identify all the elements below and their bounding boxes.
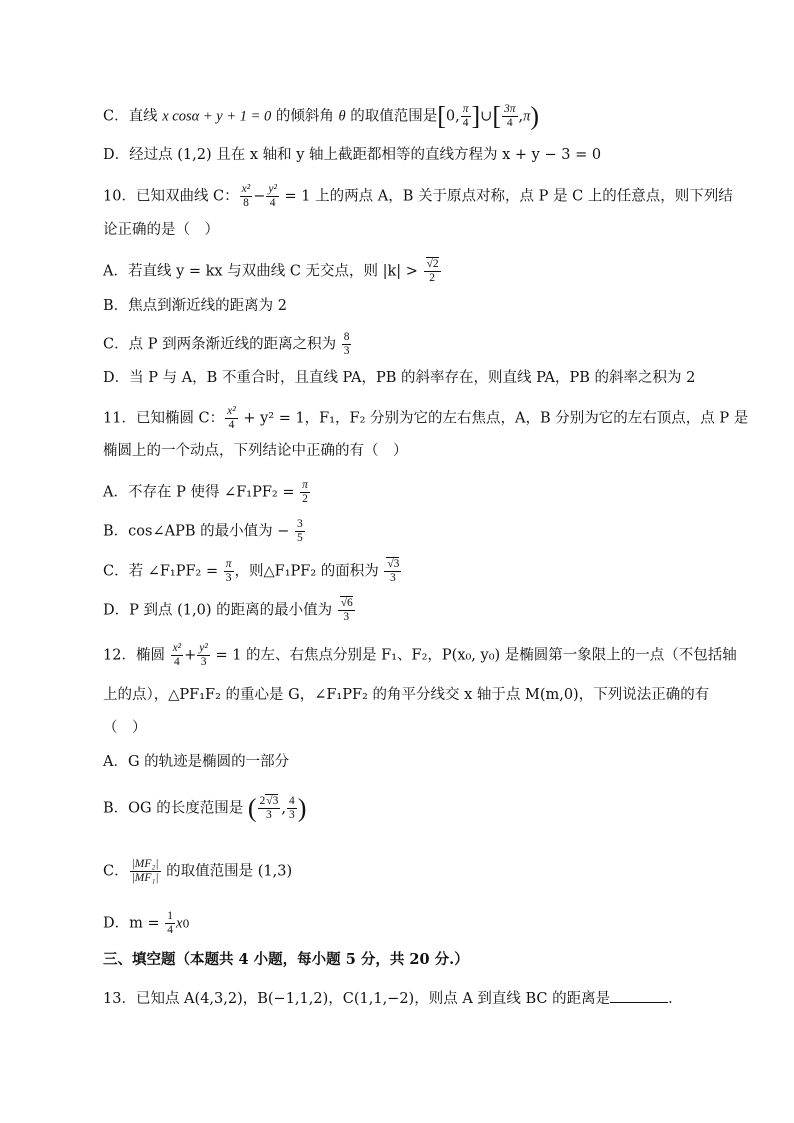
math-expr: x cosα + y + 1 = 0 (162, 108, 272, 125)
q12-option-a: A．G 的轨迹是椭圆的一部分 (103, 754, 290, 770)
fraction: $\frac{\text{y²}}{4}$ (268, 183, 277, 209)
option-text: C．直线 (103, 108, 163, 125)
fraction: $\frac{3\pi}{4}$ (504, 103, 516, 129)
option-text: 的倾斜角 (271, 108, 339, 125)
q10-option-a: A．若直线 y = kx 与双曲线 C 无交点，则 |k| > $\frac{√2}{2}$ (103, 258, 439, 284)
fraction: $\frac{\text{x²}}{8}$ (241, 183, 251, 209)
q10-stem-line2: 论正确的是（ ） (103, 222, 219, 238)
q12-option-b: B．OG 的长度范围是 ( $\frac{2√3}{3}$ , $\frac{4}{3}$ ) (103, 793, 307, 823)
q10-option-c: C．点 P 到两条渐近线的距离之积为 $\frac{8}{3}$ (103, 331, 350, 357)
fraction: $\frac{\text{|MF₂|}}{\text{|MF₁|}}$ (131, 858, 159, 884)
q11-option-b: B．cos∠APB 的最小值为 − $\frac{3}{5}$ (103, 518, 303, 544)
q12-stem-line1: 12．椭圆 $\frac{\text{x²}}{4}$ + $\frac{\text{y²}}{3}$ = 1 的左、右焦点分别是 F₁、F₂，P(x₀, y₀) 是椭圆第一象限上的一点（不包括轴 (103, 642, 737, 668)
fraction: $\frac{\text{x²}}{4}$ (227, 405, 236, 431)
q12-stem-line3: （ ） (103, 720, 147, 736)
q12-option-d: D．m = $\frac{1}{4}$ x0 (103, 910, 190, 936)
q11-option-d: D．P 到点 (1,0) 的距离的最小值为 $\frac{√6}{3}$ (103, 597, 353, 623)
fraction: $\frac{√2}{2}$ (424, 258, 441, 285)
q11-stem-line2: 椭圆上的一个动点，下列结论中正确的有（ ） (103, 443, 408, 459)
q9-option-c: C．直线 x cosα + y + 1 = 0 的倾斜角 θ 的取值范围是[0, $\frac{\pi}{4}$ ]∪[ $\frac{3\pi}{4}$ ,π) (103, 101, 540, 131)
left-bracket: [ (492, 101, 501, 131)
fraction: $\frac{3}{5}$ (296, 518, 303, 544)
option-text: 的取值范围是 (345, 108, 438, 125)
right-bracket: ] (471, 101, 481, 131)
fraction: $\frac{\text{y²}}{3}$ (199, 642, 208, 668)
left-bracket: [ (437, 101, 446, 131)
fraction: $\frac{√6}{3}$ (338, 597, 355, 624)
q10-option-b: B．焦点到渐近线的距离为 2 (103, 298, 287, 314)
section-3-heading: 三、填空题（本题共 4 小题，每小题 5 分，共 20 分.） (103, 951, 469, 968)
q12-option-c: C． $\frac{\text{|MF₂|}}{\text{|MF₁|}}$ 的取值范围是 (1,3) (103, 858, 293, 884)
fraction: $\frac{\pi}{2}$ (302, 479, 308, 505)
q10-option-d: D．当 P 与 A，B 不重合时，且直线 PA，PB 的斜率存在，则直线 PA，PB 的斜率之积为 2 (103, 370, 696, 386)
q9-option-d: D．经过点 (1,2) 且在 x 轴和 y 轴上截距都相等的直线方程为 x + y − 3 = 0 (103, 147, 602, 163)
fraction: $\frac{\pi}{3}$ (225, 558, 232, 584)
q11-option-c: C．若 ∠F₁PF₂ = $\frac{\pi}{3}$ ，则△F₁PF₂ 的面积为 $\frac{√3}{3}$ (103, 558, 400, 584)
q11-stem-line1: 11．已知椭圆 C： $\frac{\text{x²}}{4}$ + y² = 1，F₁，F₂ 分别为它的左右焦点，A，B 分别为它的左右顶点，点 P 是 (103, 405, 749, 431)
fraction: $\frac{4}{3}$ (288, 795, 295, 821)
q11-option-a: A．不存在 P 使得 ∠F₁PF₂ = $\frac{\pi}{2}$ (103, 479, 308, 505)
fraction: $\frac{\text{x²}}{4}$ (172, 642, 182, 668)
math-symbol: θ (338, 108, 346, 125)
q13-stem: 13．已知点 A(4,3,2)，B(−1,1,2)，C(1,1,−2)，则点 A 到直线 BC 的距离是 ． (103, 988, 683, 1009)
right-paren: ) (530, 101, 540, 131)
answer-blank (610, 988, 668, 1003)
fraction: $\frac{1}{4}$ (167, 910, 173, 936)
q12-stem-line2: 上的点），△PF₁F₂ 的重心是 G，∠F₁PF₂ 的角平分线交 x 轴于点 M(m,0)，下列说法正确的有 (103, 687, 710, 703)
q10-stem-line1: 10．已知双曲线 C： $\frac{\text{x²}}{8}$ − $\frac{\text{y²}}{4}$ = 1 上的两点 A，B 关于原点对称，点 P 是 C 上的任意点，则下列结 (103, 183, 733, 209)
fraction: $\frac{2√3}{3}$ (259, 795, 279, 821)
fraction: $\frac{√3}{3}$ (384, 558, 401, 585)
fraction: $\frac{8}{3}$ (343, 331, 350, 357)
fraction: $\frac{\pi}{4}$ (462, 103, 469, 129)
